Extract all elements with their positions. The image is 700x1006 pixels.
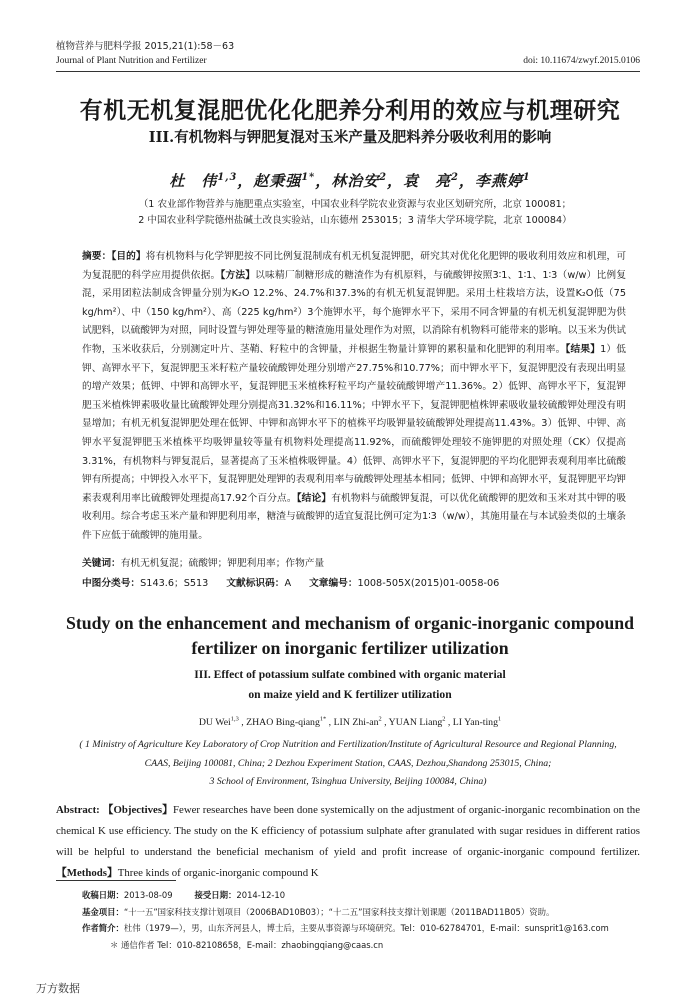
subtitle-en-line-2: on maize yield and K fertilizer utilization [248,688,452,701]
abstract-en-label: Abstract: [56,804,100,816]
author-en-3: LIN Zhi-an [333,717,379,728]
author-cn-3: 林治安 [331,172,380,190]
clc-label: 中图分类号： [82,578,141,589]
received-label: 收稿日期： [82,890,124,900]
footnotes [82,887,640,953]
subtitle-en [40,665,660,705]
document-code [226,575,291,593]
funding-line [82,904,640,921]
conclusion-text-cn: 有机物料与硫酸钾复混，可以优化硫酸钾的肥效和玉米对其中钾的吸收利用。综合考虑玉米产量和钾肥利用率，糖渣与硫酸钾的适宜复混比例可定为1∶3（w/w），其施用量在与本试验类似的土壤条件下应低于硫酸钾的施用量。 [82,492,627,541]
author-en-1: DU Wei [198,717,231,728]
doc-value: A [284,578,292,589]
author-en-1-sup: 1,3 [230,715,239,723]
funding-label: 基金项目： [82,906,124,917]
author-en-3-sup: 2 [378,715,382,723]
author-cn-3-sup: 2 [379,172,388,183]
author-cn-2: 赵秉强 [253,172,302,190]
journal-header [56,40,640,68]
header-rule [56,71,640,72]
author-bio-line [82,920,640,937]
method-text-en: Three kinds of organic-inorganic compound K [117,867,319,879]
funding-text: “十一五”国家科技支撑计划项目（2006BAD10B03）；“十二五”国家科技支撑计划课题（2011BAD11B05）资助。 [123,906,555,917]
doc-label: 文献标识码： [226,578,285,589]
objective-text-cn: 将有机物料与化学钾肥按不同比例复混制成有机无机复混钾肥，研究其对优化化肥钾的吸收利用效应和机理，可为复混肥的科学应用提供依据。 [82,251,627,281]
author-sep: , [238,717,247,728]
clc-value: S143.6；S513 [140,578,209,589]
author-sep: ， [315,172,332,190]
affiliations-cn [70,197,640,229]
title-cn: 有机无机复混肥优化化肥养分利用的效应与机理研究 [79,97,621,124]
footnote-rule [56,880,176,881]
received-date: 2013-08-09 [123,890,173,900]
authors-cn [0,170,700,191]
author-cn-4: 袁 亮 [403,172,452,190]
accepted-date: 2014-12-10 [236,890,286,900]
author-en-5: LI Yan-ting [452,717,498,728]
doi-text[interactable]: doi: 10.11674/zwyf.2015.0106 [523,56,640,66]
author-bio-label: 作者简介： [82,923,124,933]
author-en-5-sup: 1 [497,715,502,723]
author-cn-5-sup: 1 [522,172,531,183]
objective-label-en: 【Objectives】 [102,804,174,816]
author-cn-2-sup: 1* [301,172,316,183]
author-sep: ， [237,172,254,190]
conclusion-label-cn: 【结论】 [296,492,332,504]
author-cn-4-sup: 2 [451,172,459,183]
subtitle-en-line-1: III. Effect of potassium sulfate combined with organic material [194,668,506,681]
affiliation-en-line-3: 3 School of Environment, Tsinghua University, Beijing 100084, China) [209,776,487,787]
abstract-cn [82,248,626,546]
author-en-2-sup: 1* [319,715,327,723]
classification-line [82,575,626,593]
author-sep: ， [387,172,404,190]
author-cn-1: 杜 伟 [169,172,218,190]
author-en-4: YUAN Liang [388,717,443,728]
article-number [309,575,499,593]
author-cn-5: 李燕婷 [474,172,523,190]
affiliations-en [36,736,660,792]
author-en-2: ZHAO Bing-qiang [246,717,320,728]
method-label-cn: 【方法】 [220,269,256,281]
author-sep: , [445,717,453,728]
dates-line [82,887,640,904]
art-label: 文章编号： [309,578,358,589]
author-sep: ， [458,172,475,190]
abstract-cn-label: 摘要： [82,251,112,262]
objective-text-en: Fewer researches have been done systemically on the adjustment of organic-inorganic recombination on the chemical K use efficiency. The study on the K efficiency of potassium sulphate after granulated with sugar residues in different ratios will be helpful to understand the beneficial mechanism of yield and profit increase of organic-inorganic compound fertilizer. [56,804,640,858]
journal-citation-cn: 植物营养与肥料学报 2015,21(1):58－63 [56,41,235,52]
objective-label-cn: 【目的】 [111,251,146,262]
corresponding-author-line: ＊ 通信作者 Tel：010-82108658，E-mail：zhaobingqiang@caas.cn [110,939,384,950]
author-en-4-sup: 2 [442,715,446,723]
authors-en [0,717,700,728]
author-sep: , [326,717,334,728]
result-text-cn: 1）低钾、高钾水平下，复混钾肥玉米籽粒产量较硫酸钾处理分别增产27.75%和10.77%；而中钾水平下，复混钾肥没有表现出明显的增产效果；低钾、中钾和高钾水平，复混钾肥玉米植株籽粒平均产量较硫酸钾增产11.36%。2）低钾、高钾水平下，复混钾肥玉米植株钾素吸收量比硫酸钾处理分别提高31.32%和16.11%；中钾水平下，复混钾肥植株钾素吸收量较硫酸钾处理没有明显增加；有机无机复混钾肥处理在低钾、中钾和高钾水平下的植株平均吸钾量较硫酸钾处理提高11.43%。3）低钾、中钾、高钾水平复混钾肥玉米植株平均吸钾量较等量有机物料处理提高11.92%，而硫酸钾处理较不施钾肥的对照处理（CK）仅提高3.31%，有机物料与钾复混后，显著提高了玉米植株吸钾量。4）低钾、高钾水平下，复混钾肥的平均化肥钾表观利用率比硫酸钾有所提高；中钾投入水平下，复混钾肥处理钾的表观利用率与硫酸钾处理基本相同；低钾、中钾和高钾水平，复混钾肥平均钾素表观利用率比硫酸钾处理提高17.92个百分点。 [82,343,626,504]
art-value: 1008-505X(2015)01-0058-06 [357,578,500,589]
keywords-label-cn: 关键词： [82,558,121,569]
author-sep: , [381,717,389,728]
affiliation-en-line-2: CAAS, Beijing 100081, China; 2 Dezhou Experiment Station, CAAS, Dezhou,Shandong 253015, China; [144,757,552,769]
method-text-cn: 以味精厂制糖形成的糖渣作为有机原料，与硫酸钾按照3∶1、1∶1、1∶3（w/w）比例复混，采用团粒法制成含钾量分别为K₂O 12.2%、24.7%和37.3%的有机无机复混钾肥。采用土柱栽培方法，设置K₂O低（75 kg/hm²）、中（150 kg/hm²）、高（225 kg/hm²）3个施钾水平，每个施钾水平下，采用不同含钾量的有机无机复混钾肥为供试肥料，以硫酸钾为对照，同时设置与钾处理等量的糖渣施用量处理作为对照，以消除有机物料可能带来的影响。以玉米为供试作物，玉米收获后，分别测定叶片、茎鞘、籽粒中的含钾量，并根据生物量计算钾的累积量和化肥钾的利用率。 [82,269,627,355]
method-label-en: 【Methods】 [56,867,118,879]
clc-number [82,575,208,593]
wanfang-watermark: 万方数据 [36,982,80,995]
affiliation-en-line-1: ( 1 Ministry of Agriculture Key Laboratory of Crop Nutrition and Fertilization/Institute of Agricultural Resource and Regional Planning, [79,739,617,750]
abstract-en [56,800,640,884]
author-cn-1-sup: 1,3 [217,172,238,183]
affiliation-cn-line-2: 2 中国农业科学院德州盐碱土改良实验站，山东德州 253015；3 清华大学环境学院，北京 100084） [138,215,572,226]
keywords-text-cn: 有机无机复混；硫酸钾；钾肥利用率；作物产量 [120,558,325,569]
subtitle-cn: III.有机物料与钾肥复混对玉米产量及肥料养分吸收利用的影响 [148,129,552,146]
author-bio-text: 杜伟（1979—），男，山东齐河县人，博士后，主要从事资源与环境研究。Tel：010-62784701，E-mail：sunsprit1@163.com [123,923,609,933]
journal-name-en: Journal of Plant Nutrition and Fertilizer [56,56,207,66]
keywords-cn [82,555,626,573]
affiliation-cn-line-1: （1 农业部作物营养与施肥重点实验室，中国农业科学院农业资源与农业区划研究所，北京 100081； [138,199,572,210]
title-en: Study on the enhancement and mechanism of organic-inorganic compound fertilizer on inorganic fertilizer utilization [65,613,635,658]
result-label-cn: 【结果】 [565,343,601,355]
accepted-label: 接受日期： [194,890,237,900]
